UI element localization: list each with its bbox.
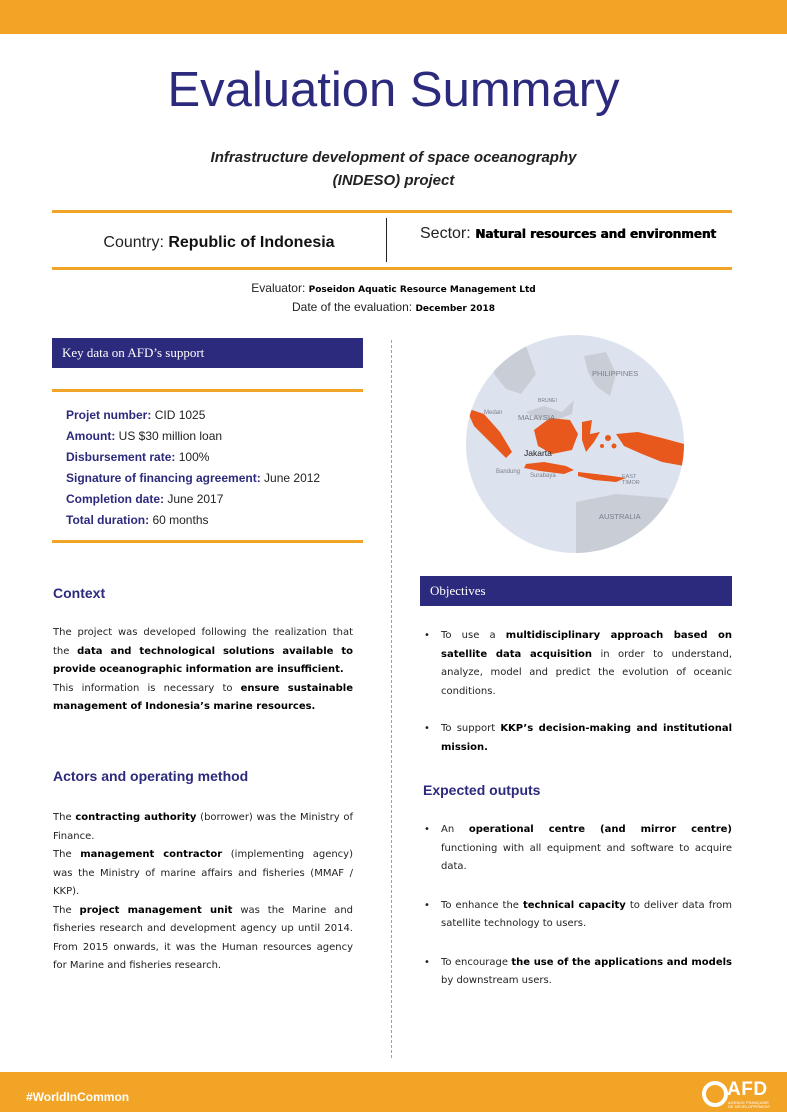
evaluator-label: Evaluator:	[251, 281, 306, 295]
page-title: Evaluation Summary	[167, 63, 620, 117]
key-data-header: Key data on AFD’s support	[52, 338, 363, 368]
objective-2-intro: To support	[441, 723, 501, 734]
key-data-top-divider	[52, 389, 363, 392]
key-data-label: Total duration:	[66, 513, 150, 527]
map-label-surabaya: Surabaya	[530, 473, 556, 479]
actors-s2-highlight: management contractor	[80, 849, 223, 860]
afd-logo-subtext	[728, 1101, 770, 1109]
output-3-rest: by downstream users.	[441, 975, 552, 986]
key-data-value: June 2017	[167, 492, 224, 506]
map-maluku-island	[605, 435, 611, 441]
evaluator-line	[0, 280, 787, 299]
afd-logo-text: AFD	[727, 1079, 768, 1100]
actors-s2-intro: The	[53, 849, 81, 860]
actors-s1-intro: The	[53, 812, 76, 823]
output-1-intro: An	[441, 824, 469, 835]
key-data-value: US $30 million loan	[118, 429, 223, 443]
list-item	[420, 720, 732, 757]
key-data-label: Disbursement rate:	[66, 450, 176, 464]
objectives-header: Objectives	[420, 576, 732, 606]
key-data-item	[66, 489, 320, 510]
list-item	[420, 821, 732, 877]
list-item	[420, 954, 732, 991]
map-label-australia: AUSTRALIA	[599, 512, 641, 521]
output-2-rest: to deliver data from satellite technology to users.	[441, 899, 732, 929]
key-data-label: Amount:	[66, 429, 116, 443]
actors-s3-highlight: project management unit	[79, 904, 233, 916]
output-1-highlight: operational centre (and mirror centre)	[468, 824, 733, 835]
sector-field	[420, 225, 716, 243]
evaluation-date-line	[0, 299, 787, 318]
info-bottom-divider	[52, 267, 732, 270]
key-data-label: Signature of financing agreement:	[66, 471, 261, 485]
map-label-east-timor-1: EAST	[622, 474, 637, 480]
footer-hashtag: #WorldInCommon	[26, 1090, 130, 1104]
key-data-item	[66, 426, 320, 447]
key-data-value: 60 months	[152, 513, 209, 527]
country-label: Country:	[103, 234, 164, 251]
context-text	[53, 624, 353, 717]
actors-s2-rest: (implementing agency) was the Ministry of marine affairs and fisheries (MMAF / KKP).	[53, 849, 353, 897]
project-subtitle	[150, 146, 637, 192]
column-separator	[391, 340, 392, 1058]
map-maluku-island	[612, 444, 617, 449]
map-label-malaysia: MALAYSIA	[518, 413, 555, 422]
afd-logo-subtext-line-1: AGENCE FRANÇAISE	[728, 1100, 769, 1105]
key-data-item	[66, 405, 320, 426]
sector-value: Natural resources and environment	[475, 227, 716, 241]
key-data-value: CID 1025	[154, 408, 206, 422]
output-2-highlight: technical capacity	[522, 899, 626, 911]
context-p1-highlight: data and technological solutions available to provide oceanographic information are insufficient.	[53, 645, 354, 675]
subtitle-line-1: Infrastructure development of space oceanography	[210, 149, 577, 166]
afd-logo	[702, 1078, 782, 1110]
output-3-intro: To encourage	[441, 956, 512, 968]
objective-1-highlight: multidisciplinary approach based on satellite data acquisition	[441, 630, 732, 660]
key-data-item	[66, 468, 320, 489]
context-p2-highlight: ensure sustainable management of Indonesia’s marine resources.	[53, 682, 353, 712]
map-label-medan: Medan	[484, 410, 503, 416]
output-1-rest: functioning with all equipment and software to acquire data.	[441, 842, 732, 872]
info-column-divider	[386, 218, 387, 262]
key-data-label: Projet number:	[66, 408, 152, 422]
outputs-list	[420, 821, 732, 991]
objectives-list	[420, 627, 732, 757]
actors-s1-highlight: contracting authority	[75, 812, 197, 823]
afd-logo-subtext-line-2: DE DÉVELOPPEMENT	[728, 1104, 771, 1109]
key-data-value: 100%	[178, 450, 210, 464]
indonesia-map	[466, 334, 684, 554]
top-banner	[0, 0, 787, 34]
key-data-item	[66, 510, 320, 531]
country-value: Republic of Indonesia	[168, 234, 335, 251]
actors-s1-rest: (borrower) was the Ministry of Finance.	[53, 812, 353, 842]
info-top-divider	[52, 210, 732, 213]
map-label-bandung: Bandung	[496, 469, 521, 475]
context-p2-intro: This information is necessary to	[53, 682, 241, 694]
output-2-intro: To enhance the	[441, 899, 523, 911]
evaluation-date-value: December 2018	[415, 304, 495, 314]
actors-title: Actors and operating method	[53, 768, 249, 784]
list-item	[420, 627, 732, 701]
subtitle-line-2: (INDESO) project	[332, 172, 455, 189]
key-data-list	[66, 405, 320, 531]
country-field	[52, 234, 386, 252]
key-data-label: Completion date:	[66, 492, 164, 506]
evaluation-date-label: Date of the evaluation:	[292, 300, 413, 314]
map-label-jakarta: Jakarta	[524, 448, 552, 458]
afd-logo-circle-icon	[702, 1081, 728, 1107]
evaluator-value: Poseidon Aquatic Resource Management Ltd	[308, 285, 536, 295]
key-data-bottom-divider	[52, 540, 363, 543]
map-label-east-timor-2: TIMOR	[622, 480, 640, 486]
actors-s3-rest: was the Marine and fisheries research and development agency up until 2014. From 2015 onwards, it was the Human resources agency for Marine and fisheries research.	[53, 904, 353, 971]
objective-1-intro: To use a	[441, 630, 506, 641]
output-3-highlight: the use of the applications and models	[511, 956, 732, 968]
context-title: Context	[53, 585, 106, 601]
actors-text	[53, 809, 353, 976]
sector-label: Sector:	[420, 225, 471, 242]
outputs-title: Expected outputs	[423, 782, 541, 798]
actors-s3-intro: The	[53, 904, 80, 916]
map-label-brunei: BRUNEI	[538, 398, 557, 404]
evaluation-info	[0, 280, 787, 318]
objective-1-rest: in order to understand, analyze, model and predict the evolution of oceanic conditions.	[441, 648, 732, 697]
map-maluku-island	[600, 444, 604, 448]
map-land-australia	[576, 494, 684, 554]
list-item	[420, 897, 732, 934]
objective-2-highlight: KKP’s decision-making and institutional mission.	[441, 723, 732, 753]
key-data-item	[66, 447, 320, 468]
key-data-value: June 2012	[264, 471, 321, 485]
map-label-philippines: PHILIPPINES	[592, 369, 639, 378]
context-p1-intro: The project was developed following the realization that the	[53, 627, 353, 657]
